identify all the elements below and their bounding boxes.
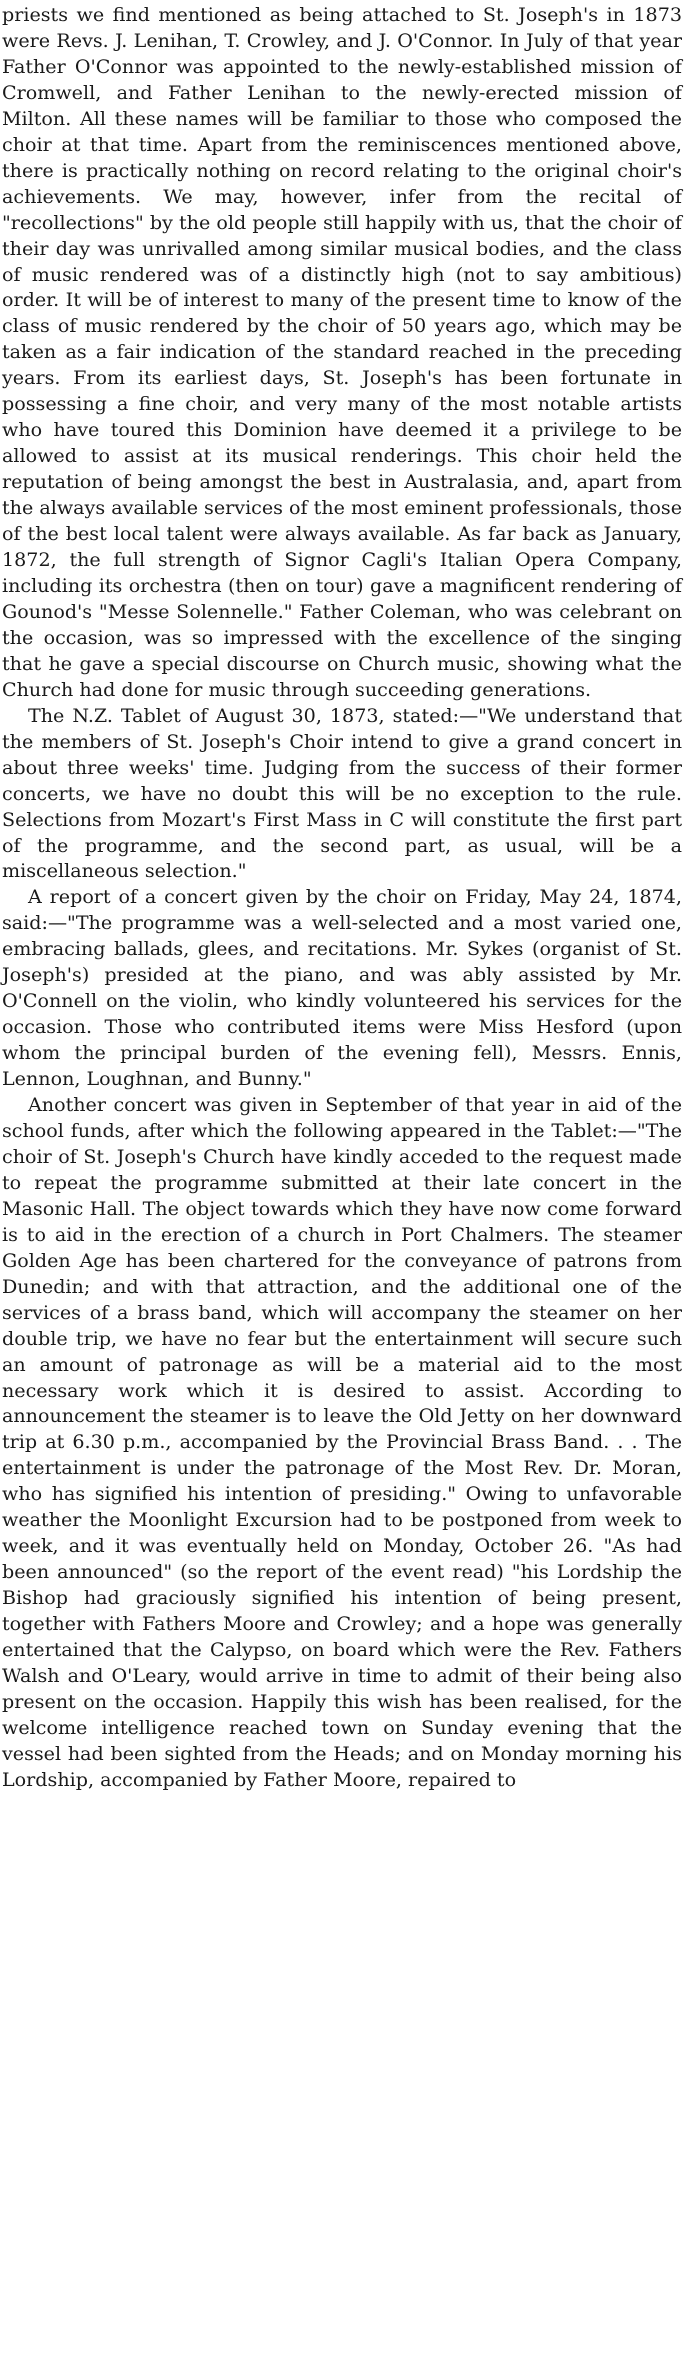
paragraph-tablet-1873: The N.Z. Tablet of August 30, 1873, stated:—"We understand that the members of St. Joseph's Choir intend to give a grand concert in about three weeks' time. Judging from the success of their former concerts, we have no doubt this will be no exception to the rule. Selections from Mozart's First Mass in C will constitute the first part of the programme, and the second part, as usual, will be a miscellaneous selection." — [2, 703, 682, 883]
paragraph-concert-1874: A report of a concert given by the choir on Friday, May 24, 1874, said:—"The programme was a well-selected and a most varied one, embracing ballads, glees, and recitations. Mr. Sykes (organist of St. Joseph's) presided at the piano, and was ably assisted by Mr. O'Connell on the violin, who kindly volunteered his services for the occasion. Those who contributed items were Miss Hesford (upon whom the principal burden of the evening fell), Messrs. Ennis, Lennon, Loughnan, and Bunny." — [2, 885, 682, 1091]
paragraph-choir-history: priests we find mentioned as being attached to St. Joseph's in 1873 were Revs. J. Lenihan, T. Crowley, and J. O'Connor. In July of that year Father O'Connor was appointed to the newly-established mission of Cromwell, and Father Lenihan to the newly-erected mission of Milton. All these names will be familiar to those who composed the choir at that time. Apart from the reminiscences mentioned above, there is practically nothing on record relating to the original choir's achievements. We may, however, infer from the recital of "recollections" by the old people still happily with us, that the choir of their day was unrivalled among similar musical bodies, and the class of music rendered was of a distinctly high (not to say ambitious) order. It will be of interest to many of the present time to know of the class of music rendered by the choir of 50 years ago, which may be taken as a fair indication of the standard reached in the preceding years. From its earliest days, St. Joseph's has been fortunate in possessing a fine choir, and very many of the most notable artists who have toured this Dominion have deemed it a privilege to be allowed to assist at its musical renderings. This choir held the reputation of being amongst the best in Australasia, and, apart from the always available services of the most eminent professionals, those of the best local talent were always available. As far back as January, 1872, the full strength of Signor Cagli's Italian Opera Company, including its orchestra (then on tour) gave a magnificent rendering of Gounod's "Messe Solennelle." Father Coleman, who was celebrant on the occasion, was so impressed with the excellence of the singing that he gave a special discourse on Church music, showing what the Church had done for music through succeeding generations. — [2, 3, 683, 701]
article-column — [2, 2, 682, 1793]
paragraph-moonlight-excursion: Another concert was given in September of that year in aid of the school funds, after which the following appeared in the Tablet:—"The choir of St. Joseph's Church have kindly acceded to the request made to repeat the programme submitted at their late concert in the Masonic Hall. The object towards which they have now come forward is to aid in the erection of a church in Port Chalmers. The steamer Golden Age has been chartered for the conveyance of patrons from Dunedin; and with that attraction, and the additional one of the services of a brass band, which will accompany the steamer on her double trip, we have no fear but the entertainment will secure such an amount of patronage as will be a material aid to the most necessary work which it is desired to assist. According to announcement the steamer is to leave the Old Jetty on her downward trip at 6.30 p.m., accompanied by the Provincial Brass Band. . . The entertainment is under the patronage of the Most Rev. Dr. Moran, who has signified his intention of presiding." Owing to unfavorable weather the Moonlight Excursion had to be postponed from week to week, and it was eventually held on Monday, October 26. "As had been announced" (so the report of the event read) "his Lordship the Bishop had graciously signified his intention of being present, together with Fathers Moore and Crowley; and a hope was generally entertained that the Calypso, on board which were the Rev. Fathers Walsh and O'Leary, would arrive in time to admit of their being also present on the occasion. Happily this wish has been realised, for the welcome intelligence reached town on Sunday evening that the vessel had been sighted from the Heads; and on Monday morning his Lordship, accompanied by Father Moore, repaired to — [2, 1093, 682, 1791]
